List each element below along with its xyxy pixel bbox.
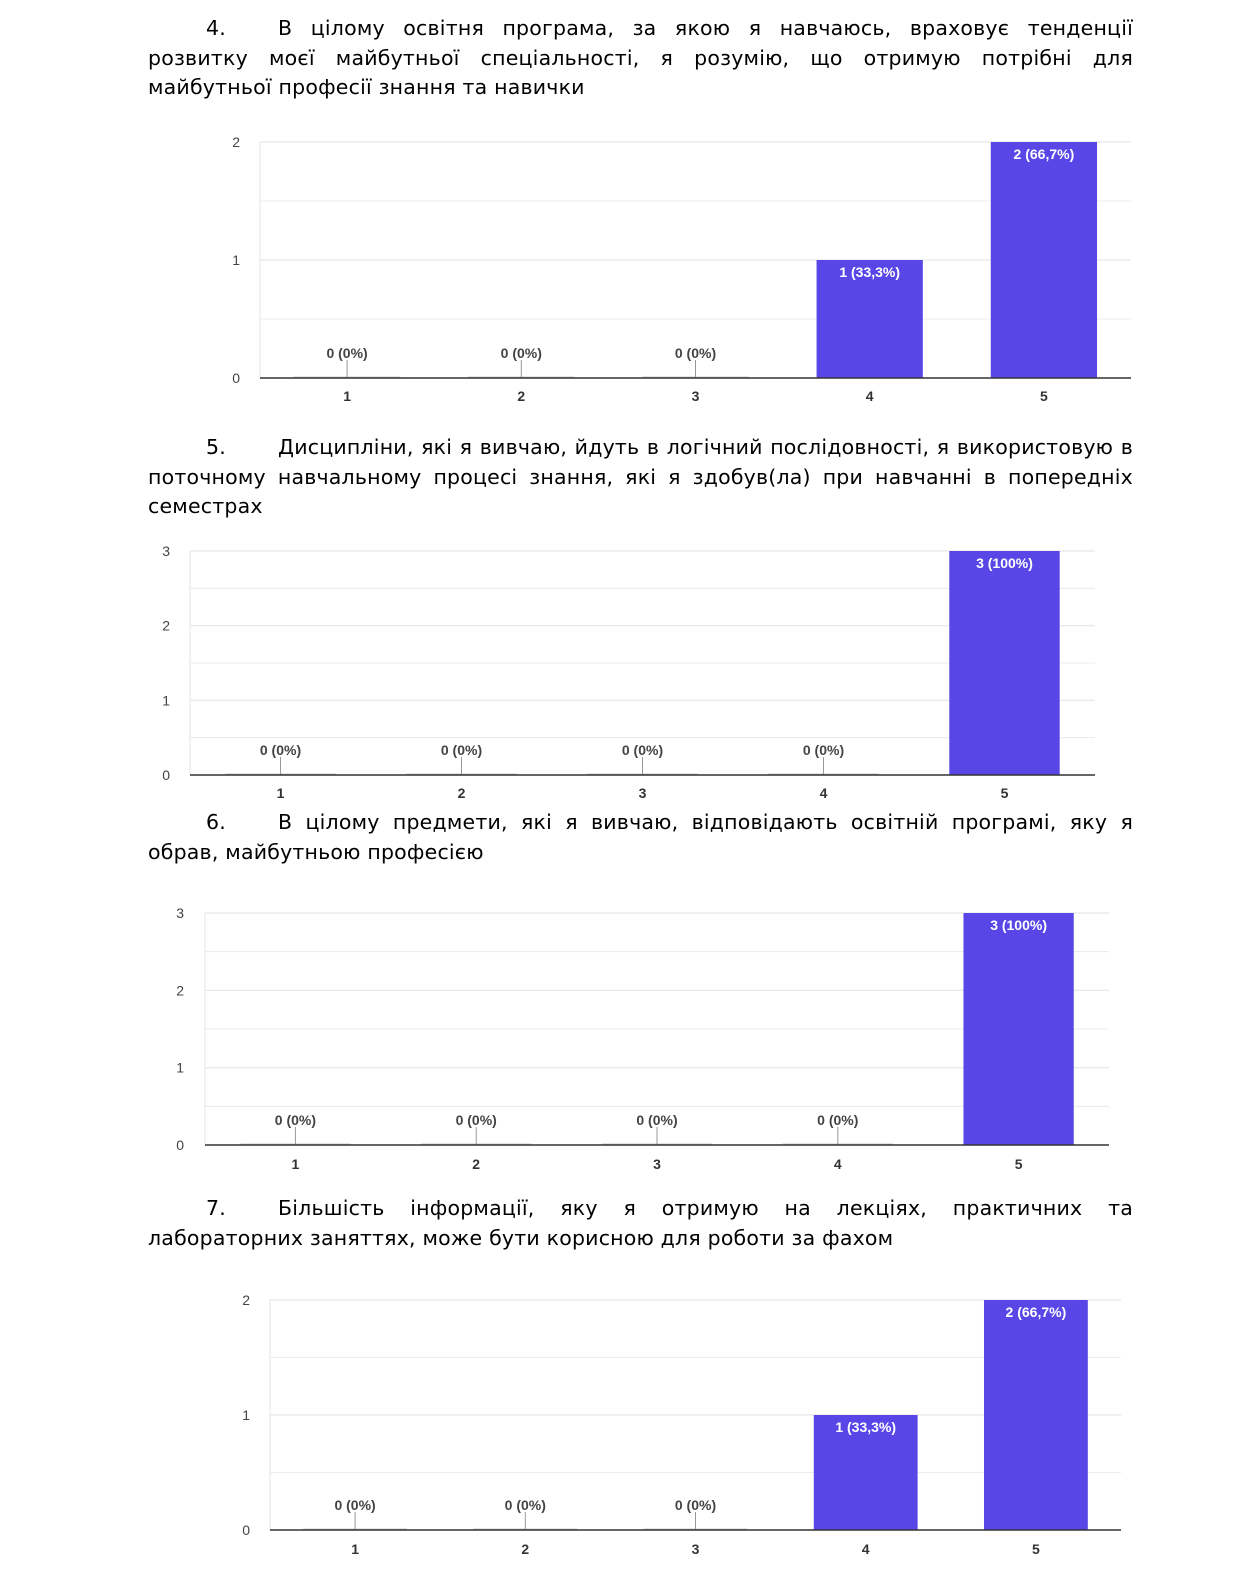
data-label: 2 (66,7%) xyxy=(1013,146,1075,162)
question-text: Дисципліни, які я вивчаю, йдуть в логічний послідовності, я використовую в поточному навчальному процесі знання, які я здобув(ла) при навчанні в попередніх семестрах xyxy=(148,435,1133,518)
question-number: 7. xyxy=(206,1196,226,1220)
data-label: 3 (100%) xyxy=(976,555,1033,571)
data-label: 1 (33,3%) xyxy=(835,1419,897,1435)
data-label: 0 (0%) xyxy=(440,742,483,758)
bar xyxy=(984,1300,1088,1530)
y-tick-label: 2 xyxy=(162,617,170,634)
question-text: В цілому предмети, які я вивчаю, відповідають освітній програмі, яку я обрав, майбутньою професією xyxy=(148,810,1133,864)
chart-question-6 xyxy=(0,895,1241,1185)
y-tick-label: 0 xyxy=(232,370,240,386)
y-tick-label: 3 xyxy=(176,905,184,921)
data-label: 0 (0%) xyxy=(326,345,368,361)
question-7 xyxy=(148,1194,1133,1253)
data-label: 0 (0%) xyxy=(674,345,717,361)
y-tick-label: 0 xyxy=(162,767,170,783)
bar xyxy=(949,551,1059,775)
x-tick-label: 3 xyxy=(653,1156,661,1172)
data-label: 1 (33,3%) xyxy=(839,264,901,280)
question-text: В цілому освітня програма, за якою я навчаюсь, враховує тенденції розвитку моєї майбутньої спеціальності, я розумію, що отримую потрібні для майбутньої професії знання та навички xyxy=(148,16,1133,99)
x-tick-label: 1 xyxy=(351,1541,359,1557)
x-tick-label: 2 xyxy=(457,785,466,801)
data-label: 3 (100%) xyxy=(990,917,1048,933)
question-4 xyxy=(148,14,1133,103)
data-label: 0 (0%) xyxy=(621,742,664,758)
y-tick-label: 2 xyxy=(232,134,240,150)
bar xyxy=(991,142,1097,378)
question-number: 4. xyxy=(206,16,226,40)
chart-question-7 xyxy=(0,1283,1241,1583)
question-5 xyxy=(148,433,1133,522)
data-label: 0 (0%) xyxy=(274,1112,317,1128)
x-tick-label: 5 xyxy=(1000,785,1009,801)
y-tick-label: 1 xyxy=(242,1407,250,1423)
x-tick-label: 2 xyxy=(472,1156,481,1172)
data-label: 0 (0%) xyxy=(674,1497,717,1513)
x-tick-label: 2 xyxy=(517,388,526,404)
y-tick-label: 0 xyxy=(176,1137,184,1153)
y-tick-label: 1 xyxy=(176,1059,184,1076)
bar xyxy=(963,913,1073,1145)
data-label: 0 (0%) xyxy=(500,345,542,361)
x-tick-label: 3 xyxy=(691,388,700,404)
data-label: 0 (0%) xyxy=(334,1497,376,1513)
chart-question-4 xyxy=(0,120,1241,420)
x-tick-label: 1 xyxy=(343,388,351,404)
y-tick-label: 1 xyxy=(232,252,240,268)
data-label: 0 (0%) xyxy=(259,742,302,758)
x-tick-label: 1 xyxy=(291,1156,300,1172)
question-text: Більшість інформації, яку я отримую на лекціях, практичних та лабораторних заняттях, може бути корисною для роботи за фахом xyxy=(148,1196,1133,1250)
question-number: 5. xyxy=(206,435,226,459)
x-tick-label: 4 xyxy=(819,785,828,801)
chart-question-5 xyxy=(0,535,1241,805)
y-tick-label: 0 xyxy=(242,1522,250,1538)
data-label: 0 (0%) xyxy=(817,1112,859,1128)
question-number: 6. xyxy=(206,810,226,834)
x-tick-label: 3 xyxy=(691,1541,700,1557)
question-6 xyxy=(148,808,1133,867)
x-tick-label: 5 xyxy=(1040,388,1048,404)
data-label: 2 (66,7%) xyxy=(1005,1304,1067,1320)
x-tick-label: 1 xyxy=(276,785,285,801)
x-tick-label: 4 xyxy=(833,1156,842,1172)
x-tick-label: 5 xyxy=(1032,1541,1040,1557)
x-tick-label: 5 xyxy=(1014,1156,1023,1172)
y-tick-label: 3 xyxy=(162,543,170,559)
y-tick-label: 2 xyxy=(242,1292,250,1308)
data-label: 0 (0%) xyxy=(455,1112,497,1128)
x-tick-label: 2 xyxy=(521,1541,530,1557)
y-tick-label: 2 xyxy=(176,982,184,999)
data-label: 0 (0%) xyxy=(636,1112,678,1128)
x-tick-label: 3 xyxy=(638,785,647,801)
x-tick-label: 4 xyxy=(861,1541,870,1557)
data-label: 0 (0%) xyxy=(504,1497,546,1513)
data-label: 0 (0%) xyxy=(802,742,845,758)
y-tick-label: 1 xyxy=(162,692,170,709)
x-tick-label: 4 xyxy=(865,388,874,404)
